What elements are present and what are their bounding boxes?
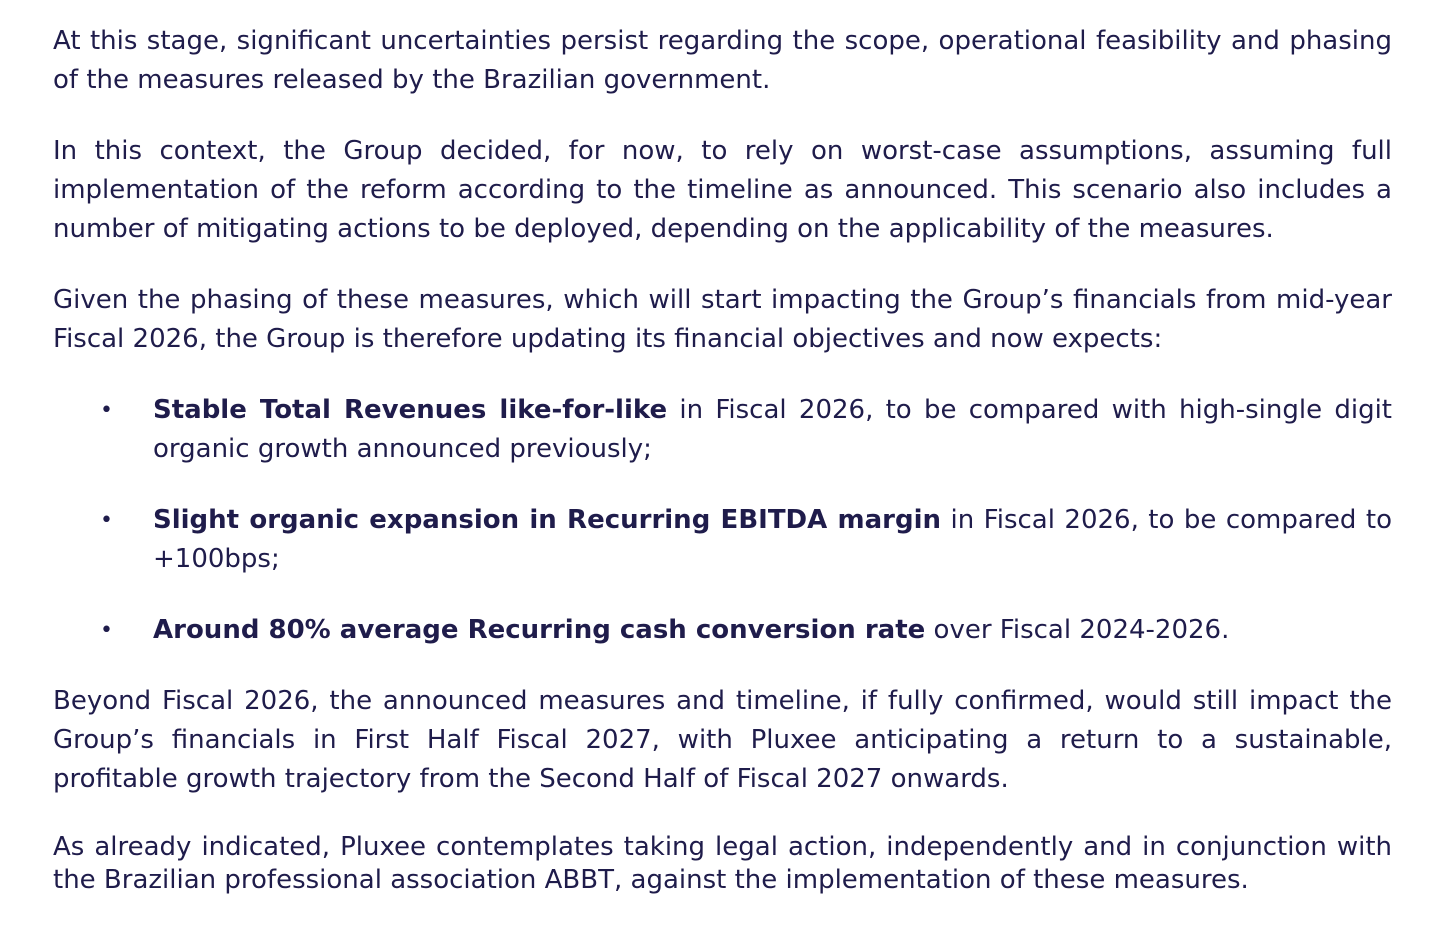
list-item-ebitda-margin (53, 501, 1392, 579)
list-item-text: in Fiscal 2026, to be compared to +100bps; (153, 505, 1393, 574)
paragraph-beyond-fiscal-2026: Beyond Fiscal 2026, the announced measures and timeline, if fully confirmed, would still impact the Group’s financials in First Half Fiscal 2027, with Pluxee anticipating a return to a sustainable, profitable growth trajectory from the Second Half of Fiscal 2027 onwards. (53, 686, 1392, 794)
paragraph-phasing: Given the phasing of these measures, which will start impacting the Group’s financials from mid-year Fiscal 2026, the Group is therefore updating its financial objectives and now expects: (53, 285, 1392, 354)
paragraph-legal-action: As already indicated, Pluxee contemplates taking legal action, independently and in conjunction with the Brazilian professional association ABBT, against the implementation of these measures. (53, 832, 1392, 895)
list-item-highlight: Around 80% average Recurring cash conversion rate (153, 615, 926, 645)
bullet-icon: • (100, 618, 113, 643)
objectives-list (53, 391, 1392, 650)
list-item-text: in Fiscal 2026, to be compared with high-single digit organic growth announced previously; (153, 395, 1392, 464)
list-item-highlight: Stable Total Revenues like-for-like (153, 395, 668, 425)
paragraph-uncertainties: At this stage, significant uncertainties persist regarding the scope, operational feasibility and phasing of the measures released by the Brazilian government. (53, 26, 1392, 95)
list-item-highlight: Slight organic expansion in Recurring EBITDA margin (153, 505, 942, 535)
list-item-cash-conversion (53, 611, 1392, 650)
paragraph-worst-case-assumptions: In this context, the Group decided, for now, to rely on worst-case assumptions, assuming full implementation of the reform according to the timeline as announced. This scenario also includes a number of mitigating actions to be deployed, depending on the applicability of the measures. (53, 136, 1392, 244)
bullet-icon: • (100, 398, 113, 423)
list-item-text: over Fiscal 2024-2026. (925, 615, 1230, 645)
bullet-icon: • (100, 508, 113, 533)
list-item-revenues (53, 391, 1392, 469)
